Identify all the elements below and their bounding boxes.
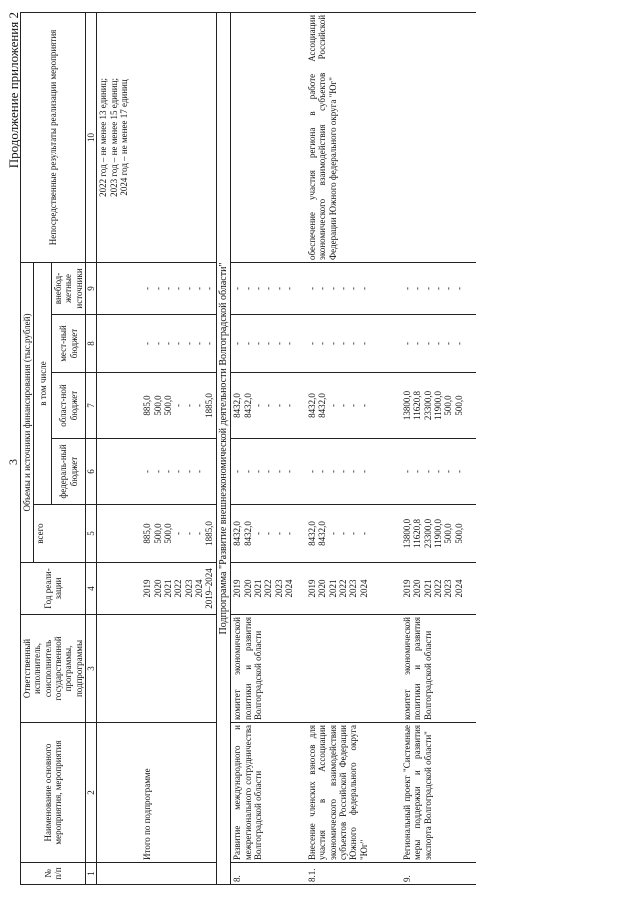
list-value: - [183, 286, 194, 290]
list-value: 2022 [337, 579, 348, 598]
list-value: 500,0 [453, 523, 464, 544]
list-value: - [422, 342, 433, 345]
list-value: 8432,0 [232, 521, 243, 546]
row8-local [231, 315, 306, 373]
list-value: 2023 [443, 579, 454, 598]
list-value: 2022 [263, 579, 274, 598]
row8-num: 8. [231, 863, 306, 885]
header-name: Наименование основного мероприятия, мероприятия [21, 723, 86, 863]
header-responsible: Ответственный исполнитель, соисполнитель государственной программы, подпрограммы [21, 615, 86, 723]
list-value: 23300,0 [422, 518, 433, 549]
list-value: - [242, 286, 253, 290]
list-value: 2023 [273, 579, 284, 598]
row8-years [231, 563, 306, 615]
list-value: 2021 [422, 579, 433, 598]
row9-result [401, 12, 476, 262]
list-value: - [432, 286, 443, 290]
list-value: 2020 [317, 579, 328, 598]
list-value: 500,0 [152, 395, 163, 416]
list-value: 11620,8 [412, 391, 423, 420]
list-value: - [253, 404, 263, 407]
list-value: - [152, 470, 163, 473]
list-value: - [327, 404, 338, 407]
list-value: - [183, 470, 194, 473]
list-value: - [348, 404, 359, 407]
list-value: - [142, 342, 153, 345]
row8-federal [231, 439, 306, 505]
list-value: - [242, 342, 253, 345]
list-value: - [358, 342, 369, 345]
colnum: 8 [86, 315, 97, 373]
list-value: - [348, 532, 359, 535]
row8-result [231, 12, 306, 262]
header-incl: в том числе [34, 262, 52, 504]
list-value: - [412, 342, 423, 345]
list-value: 8432,0 [242, 393, 253, 418]
list-value: - [284, 470, 295, 473]
list-value: - [273, 342, 284, 345]
list-value: 2019 [306, 579, 317, 598]
list-value: - [253, 470, 263, 473]
row81-local [306, 315, 401, 373]
list-value: 11620,8 [412, 519, 423, 548]
list-value: 500,0 [163, 395, 174, 416]
list-value: - [317, 286, 328, 290]
page-number: 3 [6, 459, 20, 465]
list-value: - [358, 286, 369, 290]
list-value: - [453, 342, 464, 345]
list-value: - [273, 470, 284, 473]
list-value: - [432, 342, 443, 345]
list-value: 500,0 [163, 523, 174, 544]
list-value: - [306, 286, 317, 290]
row81-num: 8.1. [306, 863, 401, 885]
list-value: - [263, 286, 274, 290]
itogo-total [97, 505, 216, 563]
list-value: - [412, 286, 423, 290]
list-value: 2022 год – не менее 13 единиц; [98, 78, 109, 197]
list-value: - [253, 532, 263, 535]
list-value: - [173, 286, 184, 290]
table-row [231, 12, 306, 884]
row8-responsible: комитет экономической политики и развития Волгоградской области [231, 615, 306, 723]
colnum: 4 [86, 563, 97, 615]
list-value: - [358, 532, 369, 535]
row9-num: 9. [401, 863, 476, 885]
list-value: - [401, 470, 412, 473]
list-value: 1885,0 [204, 393, 215, 418]
row81-offbudget [306, 262, 401, 314]
list-value: - [348, 470, 359, 473]
list-value: 2024 год – не менее 17 единиц [119, 79, 130, 196]
list-value: 500,0 [453, 395, 464, 416]
row81-total [306, 505, 401, 563]
list-value: 2021 [163, 579, 174, 598]
list-value: - [327, 286, 338, 290]
row9-regional [401, 373, 476, 439]
header-funding: Объемы и источники финансирования (тыс.рублей) [21, 262, 34, 562]
list-value: - [204, 342, 215, 345]
list-value: 2023 [348, 579, 359, 598]
list-value: - [204, 286, 215, 290]
list-value: - [183, 342, 194, 345]
list-value: - [232, 342, 243, 345]
list-value: - [152, 286, 163, 290]
row8-total [231, 505, 306, 563]
list-value: - [317, 342, 328, 345]
list-value: - [412, 470, 423, 473]
list-value: 13800,0 [401, 518, 412, 549]
list-value: - [284, 532, 295, 535]
list-value: 2019–2024 [204, 568, 215, 609]
list-value: 2023 [183, 579, 194, 598]
list-value: - [263, 532, 274, 535]
itogo-federal [97, 439, 216, 505]
header-offbudget: внебюд-жетные источники [52, 262, 86, 314]
row81-name: Внесение членских взносов для участия в Ассоциации экономического взаимодействия субъектов Российской Федерации Южного федерального округа "Юг" [306, 723, 401, 863]
list-value: - [337, 404, 348, 407]
list-value: - [253, 342, 263, 345]
list-value: - [443, 342, 454, 345]
list-value: 2021 [253, 579, 263, 598]
list-value: - [194, 532, 205, 535]
list-value: - [183, 404, 194, 407]
row8-offbudget [231, 262, 306, 314]
list-value: 500,0 [443, 395, 454, 416]
colnum: 3 [86, 615, 97, 723]
colnum: 5 [86, 505, 97, 563]
list-value: - [327, 342, 338, 345]
list-value [204, 441, 214, 502]
row9-years [401, 563, 476, 615]
list-value: 8432,0 [306, 521, 317, 546]
list-value: - [453, 470, 464, 473]
row9-local [401, 315, 476, 373]
table-row [306, 12, 401, 884]
list-value: - [253, 286, 263, 290]
itogo-years [97, 563, 216, 615]
list-value: - [317, 470, 328, 473]
list-value: 11900,0 [432, 519, 443, 548]
itogo-local [97, 315, 216, 373]
list-value: - [348, 342, 359, 345]
list-value: 2022 [173, 579, 184, 598]
list-value: 2023 год – не менее 15 единиц; [108, 78, 119, 197]
row9-offbudget [401, 262, 476, 314]
list-value: - [273, 286, 284, 290]
header-total: всего [34, 505, 86, 563]
header-local: мест-ный бюджет [52, 315, 86, 373]
list-value: - [327, 532, 338, 535]
list-value: 2024 [358, 579, 369, 598]
list-value: - [273, 532, 284, 535]
list-value: 11900,0 [432, 391, 443, 420]
list-value: 8432,0 [242, 521, 253, 546]
row8-regional [231, 373, 306, 439]
list-value: - [422, 286, 433, 290]
list-value: 23300,0 [422, 390, 433, 421]
list-value: - [443, 286, 454, 290]
list-value: - [432, 470, 443, 473]
header-federal: федераль-ный бюджет [52, 439, 86, 505]
list-value: - [163, 470, 174, 473]
list-value: 2019 [401, 579, 412, 598]
list-value: 885,0 [142, 395, 153, 416]
row81-federal [306, 439, 401, 505]
list-value: - [401, 342, 412, 345]
list-value: - [284, 342, 295, 345]
itogo-offbudget [97, 262, 216, 314]
list-value: - [348, 286, 359, 290]
row9-federal [401, 439, 476, 505]
continuation-label: Продолжение приложения 2 [6, 12, 21, 169]
list-value: 2021 [327, 579, 338, 598]
list-value: - [142, 470, 153, 473]
colnum: 6 [86, 439, 97, 505]
list-value: 500,0 [443, 523, 454, 544]
list-value: 8432,0 [317, 521, 328, 546]
row9-total [401, 505, 476, 563]
list-value: - [142, 286, 153, 290]
list-value: 8432,0 [232, 393, 243, 418]
list-value: 2020 [412, 579, 423, 598]
list-value: - [337, 286, 348, 290]
list-value: - [284, 286, 295, 290]
list-value: - [337, 532, 348, 535]
list-value: 2019 [232, 579, 243, 598]
list-value: 2020 [242, 579, 253, 598]
list-value: - [263, 404, 274, 407]
list-value: - [284, 404, 295, 407]
list-value: 1885,0 [204, 521, 215, 546]
list-value: 885,0 [142, 523, 153, 544]
list-value: - [453, 286, 464, 290]
list-value: 2024 [453, 579, 464, 598]
list-value: 13800,0 [401, 390, 412, 421]
prev-results [97, 12, 216, 262]
list-value: - [194, 342, 205, 345]
list-value: - [163, 286, 174, 290]
row9-responsible: комитет экономической политики и развития Волгоградской области [401, 615, 476, 723]
list-value: 8432,0 [317, 393, 328, 418]
list-value: - [194, 286, 205, 290]
list-value: - [173, 404, 184, 407]
list-value: - [173, 532, 184, 535]
row81-years [306, 563, 401, 615]
list-value: 8432,0 [306, 393, 317, 418]
list-value: - [163, 342, 174, 345]
subprogram-title: Подпрограмма "Развитие внешнеэкономической деятельности Волгоградской области" [216, 12, 231, 884]
row9-name: Региональный проект "Системные меры поддержки и развития экспорта Волгоградской области" [401, 723, 476, 863]
itogo-label: Итого по подпрограмме [97, 723, 216, 863]
row8-name: Развитие международного и межрегионального сотрудничества Волгоградской области [231, 723, 306, 863]
list-value: - [422, 470, 433, 473]
list-value: - [358, 470, 369, 473]
row81-responsible [306, 615, 401, 723]
column-numbers-row [86, 12, 97, 884]
colnum: 1 [86, 863, 97, 885]
list-value: 2022 [432, 579, 443, 598]
list-value: - [337, 470, 348, 473]
list-value: - [443, 470, 454, 473]
itogo-regional [97, 373, 216, 439]
header-results: Непосредственные результаты реализации мероприятия [21, 12, 86, 262]
list-value: 500,0 [152, 523, 163, 544]
list-value: 2019 [142, 579, 153, 598]
list-value: - [401, 286, 412, 290]
row81-regional [306, 373, 401, 439]
list-value: - [337, 342, 348, 345]
header-num: № п/п [21, 863, 86, 885]
list-value: - [273, 404, 284, 407]
list-value: - [358, 404, 369, 407]
header-year: Год реали-зации [21, 563, 86, 615]
list-value: - [232, 470, 243, 473]
list-value: - [263, 470, 274, 473]
colnum: 7 [86, 373, 97, 439]
list-value: - [306, 342, 317, 345]
colnum: 10 [86, 12, 97, 262]
list-value: - [263, 342, 274, 345]
colnum: 9 [86, 262, 97, 314]
table-row [401, 12, 476, 884]
colnum: 2 [86, 723, 97, 863]
list-value: 2024 [194, 579, 205, 598]
subprogram-row [216, 12, 231, 884]
table-row [97, 12, 216, 884]
funding-table [20, 12, 476, 885]
list-value: - [194, 404, 205, 407]
row81-result: обеспечение участия региона в работе Ассоциации экономического взаимодействия субъектов Российской Федерации Южного федерального округа "Юг" [306, 12, 401, 262]
list-value: - [194, 470, 205, 473]
header-regional: област-ной бюджет [52, 373, 86, 439]
list-value: - [242, 470, 253, 473]
list-value: 2024 [284, 579, 295, 598]
list-value: - [152, 342, 163, 345]
list-value: - [232, 286, 243, 290]
list-value: - [173, 470, 184, 473]
list-value: - [327, 470, 338, 473]
list-value: 2020 [152, 579, 163, 598]
list-value: - [306, 470, 317, 473]
list-value: - [173, 342, 184, 345]
list-value: - [183, 532, 194, 535]
